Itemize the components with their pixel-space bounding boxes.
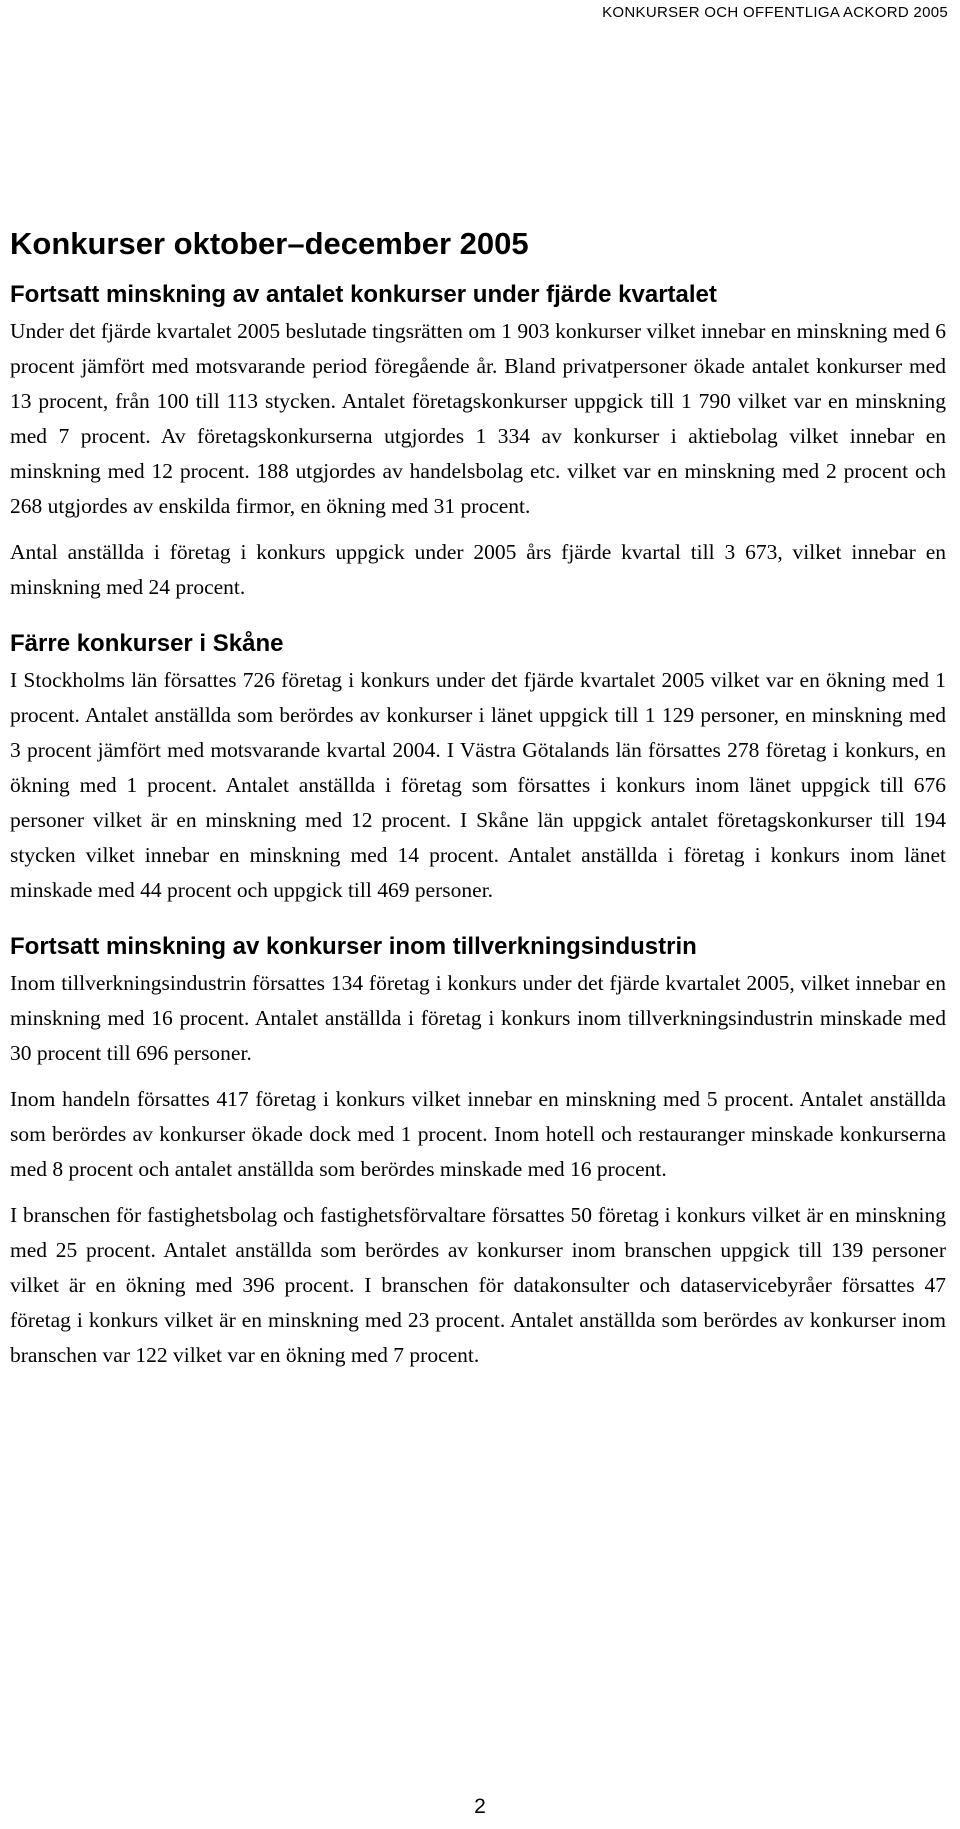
paragraph: Antal anställda i företag i konkurs uppgick under 2005 års fjärde kvartal till 3 673, vilket innebar en minskning med 24 procent. [10,540,946,599]
section-heading: Fortsatt minskning av konkurser inom tillverkningsindustrin [10,933,697,960]
section-skane [10,629,946,908]
page-number: 2 [474,1795,486,1818]
paragraph: Inom handeln försattes 417 företag i konkurs vilket innebar en minskning med 5 procent. Antalet anställda som berördes av konkurser ökade dock med 1 procent. Inom hotell och restauranger minskade konkurserna med 8 procent och antalet anställda som berördes minskade med 16 procent. [10,1087,946,1181]
section-manufacturing [10,932,946,1373]
paragraph: Inom tillverkningsindustrin försattes 134 företag i konkurs under det fjärde kvartalet 2005, vilket innebar en minskning med 16 procent. Antalet anställda i företag i konkurs inom tillverkningsindustrin minskade med 30 procent till 696 personer. [10,971,946,1065]
section-heading: Fortsatt minskning av antalet konkurser under fjärde kvartalet [10,281,717,308]
running-header: KONKURSER OCH OFFENTLIGA ACKORD 2005 [602,4,948,21]
section-fourth-quarter [10,280,946,605]
paragraph: Under det fjärde kvartalet 2005 beslutade tingsrätten om 1 903 konkurser vilket innebar en minskning med 6 procent jämfört med motsvarande period föregående år. Bland privatpersoner ökade antalet konkurser med 13 procent, från 100 till 113 stycken. Antalet företagskonkurser uppgick till 1 790 vilket var en minskning med 7 procent. Av företagskonkurserna utgjordes 1 334 av konkurser i aktiebolag vilket innebar en minskning med 12 procent. 188 utgjordes av handelsbolag etc. vilket var en minskning med 2 procent och 268 utgjordes av enskilda firmor, en ökning med 31 procent. [10,319,946,518]
document-body [10,225,946,1373]
paragraph: I Stockholms län försattes 726 företag i konkurs under det fjärde kvartalet 2005 vilket var en ökning med 1 procent. Antalet anställda som berördes av konkurser i länet uppgick till 1 129 personer, en minskning med 3 procent jämfört med motsvarande kvartal 2004. I Västra Götalands län försattes 278 företag i konkurs, en ökning med 1 procent. Antalet anställda i företag som försattes i konkurs inom länet uppgick till 676 personer vilket är en minskning med 12 procent. I Skåne län uppgick antalet företagskonkurser till 194 stycken vilket innebar en minskning med 14 procent. Antalet anställda i företag i konkurs inom länet minskade med 44 procent och uppgick till 469 personer. [10,668,946,902]
paragraph: I branschen för fastighetsbolag och fastighetsförvaltare försattes 50 företag i konkurs vilket är en minskning med 25 procent. Antalet anställda som berördes av konkurser inom branschen uppgick till 139 personer vilket är en ökning med 396 procent. I branschen för datakonsulter och dataservicebyråer försattes 47 företag i konkurs vilket är en minskning med 23 procent. Antalet anställda som berördes av konkurser inom branschen var 122 vilket var en ökning med 7 procent. [10,1203,946,1367]
section-heading: Färre konkurser i Skåne [10,630,284,657]
page-title: Konkurser oktober–december 2005 [10,226,529,261]
